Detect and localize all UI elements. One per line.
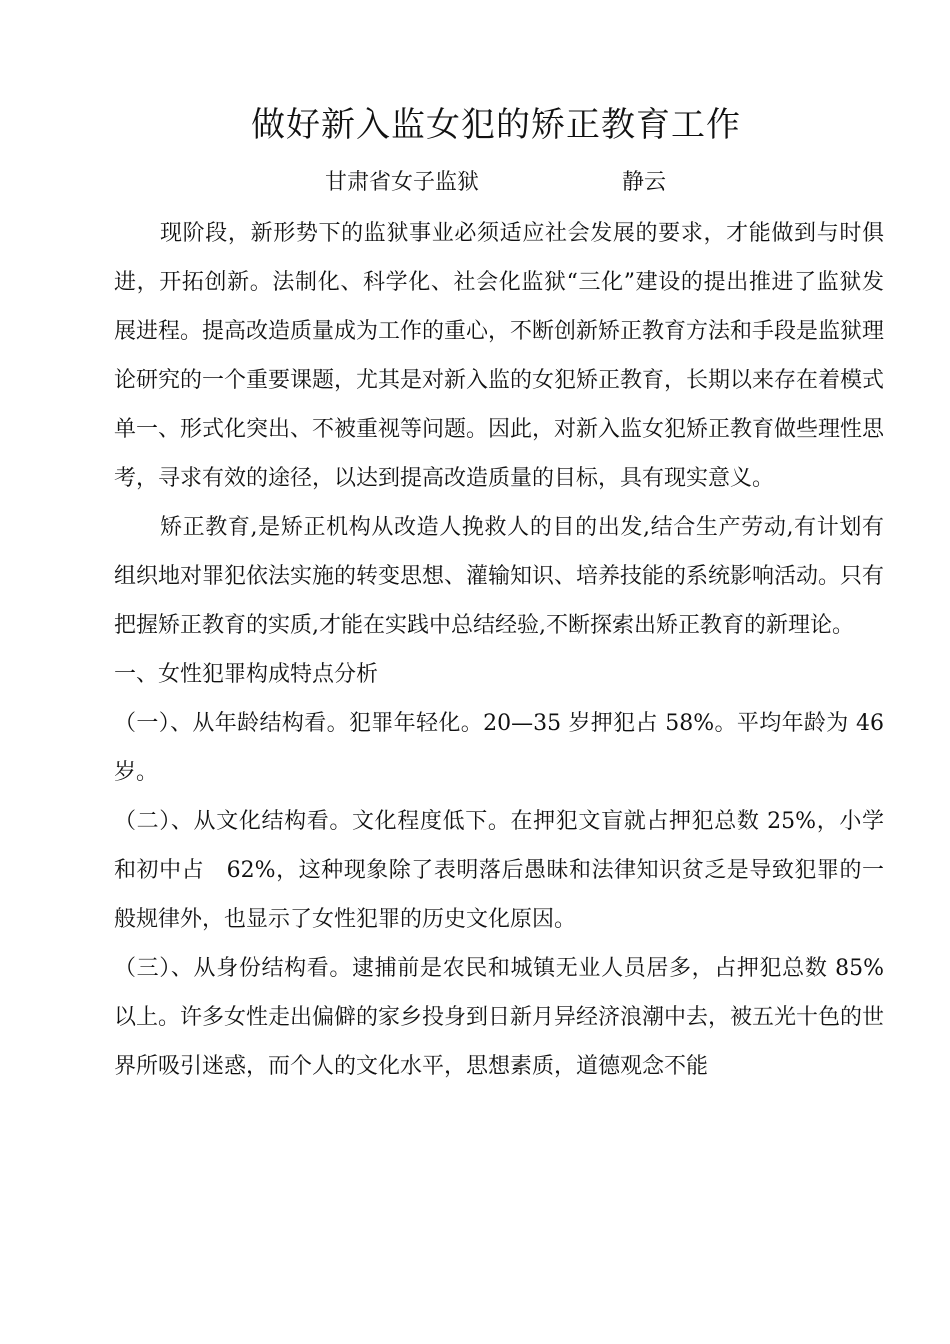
section-heading: 一、女性犯罪构成特点分析: [114, 662, 379, 687]
document-body: [114, 209, 884, 1091]
document-title: 做好新入监女犯的矫正教育工作: [251, 105, 741, 145]
intro-paragraph: 现阶段，新形势下的监狱事业必须适应社会发展的要求，才能做到与时俱进，开拓创新。法制化、科学化、社会化监狱“三化”建设的提出推进了监狱发展进程。提高改造质量成为工作的重心，不断创新矫正教育方法和手段是监狱理论研究的一个重要课题，尤其是对新入监的女犯矫正教育，长期以来存在着模式单一、形式化突出、不被重视等问题。因此，对新入监女犯矫正教育做些理性思考，寻求有效的途径，以达到提高改造质量的目标，具有现实意义。: [114, 221, 885, 491]
list-item-age: （一）、从年龄结构看。犯罪年轻化。20—35 岁押犯占 58%。平均年龄为 46 岁。: [114, 711, 884, 785]
list-item-education: （二）、从文化结构看。文化程度低下。在押犯文盲就占押犯总数 25%，小学和初中占 62%，这种现象除了表明落后愚昧和法律知识贫乏是导致犯罪的一般规律外，也显示了女性犯罪的历史文化原因。: [114, 809, 884, 932]
author-name: 静云: [622, 170, 667, 195]
author-organization: 甘肃省女子监狱: [325, 170, 480, 195]
definition-paragraph: 矫正教育,是矫正机构从改造人挽救人的目的出发,结合生产劳动,有计划有组织地对罪犯依法实施的转变思想、灌输知识、培养技能的系统影响活动。只有把握矫正教育的实质,才能在实践中总结经验,不断探索出矫正教育的新理论。: [114, 515, 885, 638]
list-item-occupation: （三）、从身份结构看。逮捕前是农民和城镇无业人员居多，占押犯总数 85%以上。许多女性走出偏僻的家乡投身到日新月异经济浪潮中去，被五光十色的世界所吸引迷惑，而个人的文化水平，思想素质，道德观念不能: [114, 956, 885, 1079]
